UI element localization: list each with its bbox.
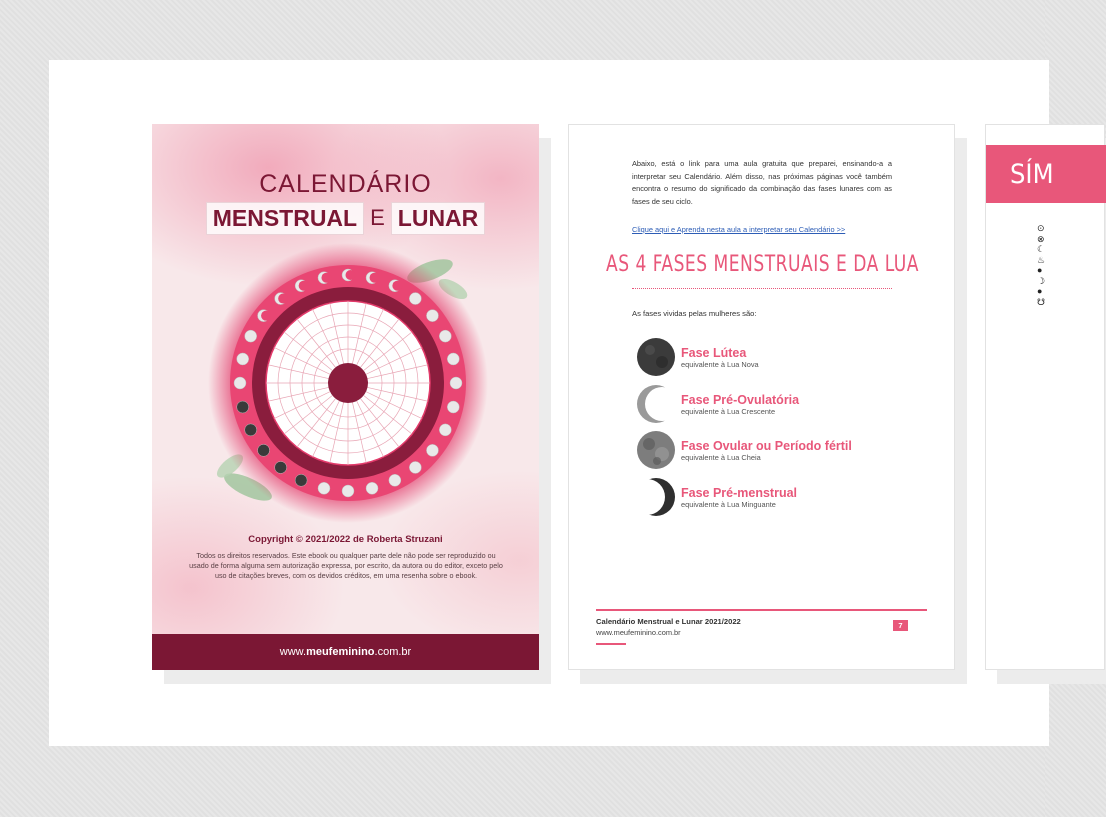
footer-site: www.meufeminino.com.br bbox=[596, 628, 681, 637]
symbol-item: ● bbox=[1037, 286, 1043, 296]
moon-phase-mark bbox=[439, 330, 451, 342]
symbol-item: ☾ bbox=[1037, 244, 1046, 254]
title-divider bbox=[632, 288, 892, 289]
symbols-header: SÍM bbox=[986, 145, 1106, 203]
footer-divider bbox=[596, 609, 927, 611]
lunar-calendar-wheel bbox=[208, 241, 488, 521]
footer-prefix: www. bbox=[279, 646, 307, 658]
phase-name: Fase Pré-menstrual bbox=[681, 485, 798, 500]
waning-moon-icon bbox=[635, 476, 677, 518]
new-moon-icon bbox=[635, 336, 677, 378]
moon-phase-mark bbox=[275, 461, 287, 473]
footer-accent bbox=[596, 643, 626, 645]
cover-title-conjunction: E bbox=[370, 205, 385, 230]
cover-page bbox=[152, 124, 539, 670]
mockup-board bbox=[49, 60, 1054, 746]
moon-phase-mark bbox=[245, 330, 257, 342]
phase-item-pre-menstrual bbox=[635, 475, 797, 519]
phase-equivalent: equivalente à Lua Cheia bbox=[681, 452, 761, 462]
symbol-item: ⊙ bbox=[1037, 223, 1045, 233]
copyright-line: Copyright © 2021/2022 de Roberta Struzani bbox=[248, 534, 443, 545]
phase-name: Fase Pré-Ovulatória bbox=[681, 392, 800, 407]
footer-suffix: .com.br bbox=[374, 646, 412, 658]
moon-phase-mark bbox=[258, 444, 270, 456]
moon-phase-mark bbox=[237, 401, 249, 413]
phase-name: Fase Ovular ou Período fértil bbox=[681, 438, 852, 453]
phases-lead: As fases vividas pelas mulheres são: bbox=[632, 309, 757, 318]
footer-brand: meufeminino bbox=[306, 646, 375, 658]
phase-item-ovular bbox=[635, 428, 852, 472]
cover-footer[interactable] bbox=[152, 634, 539, 670]
page-symbols bbox=[985, 124, 1105, 670]
symbol-item: ☋ bbox=[1037, 296, 1045, 307]
full-moon-icon bbox=[635, 429, 677, 471]
symbol-item: ⊗ bbox=[1037, 233, 1045, 244]
moon-phase-mark bbox=[389, 474, 401, 486]
moon-phase-mark bbox=[426, 444, 438, 456]
cover-title-line2 bbox=[196, 201, 495, 235]
moon-phase-mark bbox=[295, 474, 307, 486]
cover-title-line1: CALENDÁRIO bbox=[259, 170, 432, 198]
intro-paragraph: Abaixo, está o link para uma aula gratuita que preparei, ensinando-a a interpretar seu Calendário. Além disso, nas próximas páginas você também encontra o resumo do significado da combinação das fases lunares com as fases de seu ciclo. bbox=[632, 159, 892, 206]
symbol-item: ● bbox=[1037, 265, 1043, 275]
moon-phase-mark bbox=[450, 377, 462, 389]
section-title: AS 4 FASES MENSTRUAIS E DA LUA bbox=[606, 251, 919, 277]
page-7 bbox=[568, 124, 955, 670]
page-number-badge: 7 bbox=[893, 620, 908, 631]
moon-phase-mark bbox=[366, 482, 378, 494]
moon-phase-mark bbox=[447, 401, 459, 413]
moon-phase-mark bbox=[234, 377, 246, 389]
moon-phase-mark bbox=[318, 482, 330, 494]
cover-title-menstrual: MENSTRUAL bbox=[206, 202, 364, 235]
crescent-moon-icon bbox=[635, 383, 677, 425]
moon-phase-mark bbox=[237, 353, 249, 365]
phase-equivalent: equivalente à Lua Minguante bbox=[681, 499, 776, 509]
cover-title-lunar: LUNAR bbox=[391, 202, 486, 235]
phase-item-pre-ovulatoria bbox=[635, 382, 799, 426]
lesson-link[interactable]: Clique aqui e Aprenda nesta aula a interpretar seu Calendário >> bbox=[632, 225, 846, 234]
moon-phase-mark bbox=[439, 424, 451, 436]
symbol-item: ♨ bbox=[1037, 254, 1046, 265]
moon-phase-mark bbox=[342, 485, 354, 497]
phase-item-lutea bbox=[635, 335, 759, 379]
phase-equivalent: equivalente à Lua Crescente bbox=[681, 406, 776, 416]
symbol-item: ☽ bbox=[1037, 275, 1046, 286]
moon-phase-mark bbox=[447, 353, 459, 365]
moon-phase-mark bbox=[245, 424, 257, 436]
rights-notice: Todos os direitos reservados. Este ebook ou qualquer parte dele não pode ser reproduzido ou usado de forma alguma sem autorização expressa, por escrito, da autora ou do editor, exceto pelo uso de citações breves, com os devidos créditos, em uma resenha sobre o ebook. bbox=[189, 551, 503, 580]
wheel-center bbox=[328, 363, 368, 403]
moon-phase-mark bbox=[409, 293, 421, 305]
phase-name: Fase Lútea bbox=[681, 345, 747, 360]
moon-phase-mark bbox=[426, 310, 438, 322]
symbol-list bbox=[1037, 223, 1045, 307]
phase-equivalent: equivalente à Lua Nova bbox=[681, 359, 759, 369]
moon-phase-mark bbox=[409, 461, 421, 473]
footer-title: Calendário Menstrual e Lunar 2021/2022 bbox=[596, 617, 741, 626]
